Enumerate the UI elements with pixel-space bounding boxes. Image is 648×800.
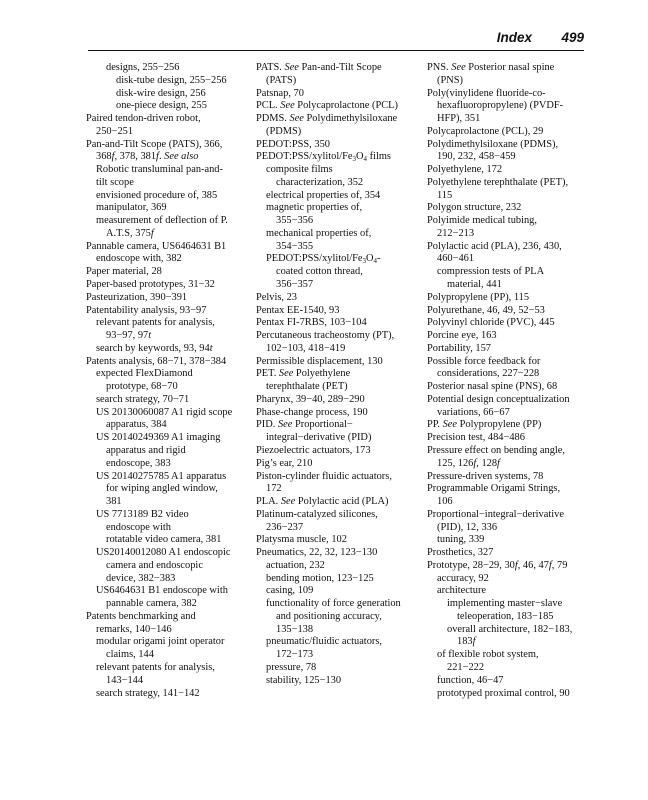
index-entry: electrical properties of, 354: [266, 189, 381, 201]
index-entry: prototype, 68−70: [106, 381, 178, 393]
index-entry: expected FlexDiamond: [96, 368, 193, 380]
header-title: Index: [496, 30, 532, 45]
index-entry: (PNS): [437, 74, 463, 86]
index-entry: relevant patents for analysis,: [96, 661, 215, 673]
index-entry: 354−355: [276, 240, 314, 252]
index-entry: Polyethylene, 172: [427, 164, 503, 176]
index-entry: US 7713189 B2 video: [96, 508, 189, 520]
index-entry: HFP), 351: [437, 113, 481, 125]
index-entry: pneumatic/fluidic actuators,: [266, 636, 382, 648]
index-entry: Piezoelectric actuators, 173: [256, 444, 371, 456]
index-entry: 135−138: [276, 623, 314, 635]
index-entry: endoscope with, 382: [96, 253, 182, 265]
index-entry: mechanical properties of,: [266, 227, 372, 239]
index-entry: 460−461: [437, 253, 475, 265]
index-column-3: [427, 62, 585, 700]
index-entry: 236−237: [266, 521, 304, 533]
index-entry: endoscope with: [106, 521, 171, 533]
index-entry: bending motion, 123−125: [266, 572, 374, 584]
index-entry: characterization, 352: [276, 176, 364, 188]
running-header: [88, 30, 584, 52]
index-entry: Programmable Origami Strings,: [427, 483, 561, 495]
index-entry: Pneumatics, 22, 32, 123−130: [256, 547, 378, 559]
index-entry: Pentax EE-1540, 93: [256, 304, 340, 316]
index-entry: Permissible displacement, 130: [256, 355, 383, 367]
index-entry: PEDOT:PSS, 350: [256, 138, 330, 150]
index-entry: 172−173: [276, 649, 314, 661]
index-entry: PET. See Polyethylene: [256, 368, 351, 380]
index-entry: $PEDOT:PSS/xylitol/Fe_3O_4-$: [266, 253, 381, 266]
index-entry: Polyethylene terephthalate (PET),: [427, 176, 569, 188]
index-entry: apparatus, 384: [106, 419, 167, 431]
index-entry: Pannable camera, US6464631 B1: [86, 240, 227, 252]
index-entry: Piston-cylinder fluidic actuators,: [256, 470, 392, 482]
index-entry: (PID), 12, 336: [437, 521, 498, 533]
index-entry: 355−356: [276, 215, 314, 227]
index-entry: camera and endoscopic: [106, 559, 203, 571]
index-entry: Polypropylene (PP), 115: [427, 291, 530, 303]
index-entry: Patents analysis, 68−71, 378−384: [86, 355, 227, 367]
index-entry: Pharynx, 39−40, 289−290: [256, 393, 365, 405]
index-entry: relevant patents for analysis,: [96, 317, 215, 329]
index-entry: designs, 255−256: [106, 62, 180, 73]
index-entry: US20140012080 A1 endoscopic: [96, 547, 231, 559]
index-entry: Pan-and-Tilt Scope (PATS), 366,: [86, 138, 223, 150]
index-entry: 250−251: [96, 125, 134, 137]
index-entry: A.T.S, 375f: [106, 227, 154, 239]
index-entry: Patentability analysis, 93−97: [86, 304, 207, 316]
index-entry: considerations, 227−228: [437, 368, 540, 380]
index-entry: Patents benchmarking and: [86, 610, 196, 622]
index-entry: Prosthetics, 327: [427, 547, 494, 559]
index-entry: remarks, 140−146: [96, 623, 172, 635]
index-entry: manipulator, 369: [96, 202, 167, 214]
header-rule: [88, 50, 584, 51]
index-column-2: [256, 62, 418, 688]
index-entry: variations, 66−67: [437, 406, 510, 418]
index-entry: 125, 126f, 128f: [437, 457, 500, 469]
index-entry: Phase-change process, 190: [256, 406, 368, 418]
index-entry: Percutaneous tracheostomy (PT),: [256, 330, 395, 342]
index-entry: pressure, 78: [266, 661, 317, 673]
index-entry: for wiping angled window,: [106, 483, 218, 495]
index-entry: Pressure effect on bending angle,: [427, 444, 566, 456]
index-entry: Prototype, 28−29, 30f, 46, 47f, 79: [427, 559, 568, 571]
index-entry: tilt scope: [96, 176, 134, 188]
index-entry: disk-tube design, 255−256: [116, 74, 227, 86]
index-entry: search strategy, 70−71: [96, 393, 190, 405]
index-entry: of flexible robot system,: [437, 649, 539, 661]
index-entry: composite films: [266, 164, 333, 176]
index-entry: Potential design conceptualization: [427, 393, 570, 405]
index-entry: and positioning accuracy,: [276, 610, 382, 622]
index-entry: actuation, 232: [266, 559, 325, 571]
index-entry: casing, 109: [266, 585, 314, 597]
index-entry: Proportional−integral−derivative: [427, 508, 564, 520]
index-entry: US 20130060087 A1 rigid scope: [96, 406, 233, 418]
index-entry: 183f: [457, 636, 476, 648]
index-entry: Porcine eye, 163: [427, 330, 497, 342]
index-entry: Portability, 157: [427, 342, 491, 354]
index-entry: apparatus and rigid: [106, 444, 186, 456]
index-entry: Polycaprolactone (PCL), 29: [427, 125, 544, 137]
index-entry: material, 441: [447, 279, 502, 291]
index-entry: envisioned procedure of, 385: [96, 189, 218, 201]
index-entry: 115: [437, 189, 453, 201]
index-entry: functionality of force generation: [266, 598, 401, 610]
index-entry: Platysma muscle, 102: [256, 534, 347, 546]
index-entry: pannable camera, 382: [106, 598, 197, 610]
index-entry: 143−144: [106, 674, 144, 686]
index-entry: device, 382−383: [106, 572, 176, 584]
index-entry: Paired tendon-driven robot,: [86, 113, 201, 125]
index-entry: $PEDOT:PSS/xylitol/Fe_3O_4$ films: [256, 151, 391, 164]
index-entry: 381: [106, 496, 122, 508]
index-column-1: [86, 62, 246, 700]
index-entry: architecture: [437, 585, 487, 597]
index-entry: claims, 144: [106, 649, 154, 661]
index-entry: accuracy, 92: [437, 572, 489, 584]
index-entry: hexafluoropropylene) (PVDF-: [437, 100, 564, 112]
index-entry: Polyurethane, 46, 49, 52−53: [427, 304, 545, 316]
index-entry: (PATS): [266, 74, 297, 86]
index-entry: Possible force feedback for: [427, 355, 541, 367]
index-entry: Polylactic acid (PLA), 236, 430,: [427, 240, 562, 252]
index-entry: tuning, 339: [437, 534, 485, 546]
index-entry: Pressure-driven systems, 78: [427, 470, 544, 482]
index-entry: disk-wire design, 256: [116, 87, 206, 99]
index-entry: 212−213: [437, 227, 475, 239]
index-entry: Pasteurization, 390−391: [86, 291, 188, 303]
index-entry: 221−222: [447, 661, 485, 673]
index-entry: Posterior nasal spine (PNS), 68: [427, 381, 558, 393]
index-entry: 172: [266, 483, 282, 495]
index-entry: PDMS. See Polydimethylsiloxane: [256, 113, 398, 125]
index-entry: Polyvinyl chloride (PVC), 445: [427, 317, 555, 329]
index-entry: US6464631 B1 endoscope with: [96, 585, 228, 597]
index-entry: Paper-based prototypes, 31−32: [86, 279, 215, 291]
index-entry: modular origami joint operator: [96, 636, 225, 648]
index-entry: PP. See Polypropylene (PP): [427, 419, 542, 431]
index-entry: Precision test, 484−486: [427, 432, 525, 444]
index-entry: (PDMS): [266, 125, 302, 137]
index-entry: coated cotton thread,: [276, 266, 363, 278]
index-entry: PID. See Proportional−: [256, 419, 353, 431]
index-entry: stability, 125−130: [266, 674, 342, 686]
index-entry: rotatable video camera, 381: [106, 534, 222, 546]
index-entry: PCL. See Polycaprolactone (PCL): [256, 100, 398, 112]
index-entry: prototyped proximal control, 90: [437, 687, 570, 699]
index-entry: Poly(vinylidene fluoride-co-: [427, 87, 546, 99]
index-entry: US 20140249369 A1 imaging: [96, 432, 221, 444]
index-entry: compression tests of PLA: [437, 266, 545, 278]
index-entry: 368f, 378, 381f. See also: [96, 151, 199, 163]
index-entry: Pelvis, 23: [256, 291, 297, 303]
index-entry: function, 46−47: [437, 674, 504, 686]
index-entry: search by keywords, 93, 94t: [96, 342, 213, 354]
index-entry: Robotic transluminal pan-and-: [96, 164, 223, 176]
index-entry: Patsnap, 70: [256, 87, 304, 99]
index-entry: PLA. See Polylactic acid (PLA): [256, 496, 389, 508]
index-entry: one-piece design, 255: [116, 100, 207, 112]
index-entry: integral−derivative (PID): [266, 432, 372, 444]
index-entry: Paper material, 28: [86, 266, 162, 278]
index-entry: Polyimide medical tubing,: [427, 215, 537, 227]
index-entry: PNS. See Posterior nasal spine: [427, 62, 555, 73]
index-entry: teleoperation, 183−185: [457, 610, 554, 622]
index-entry: endoscope, 383: [106, 457, 171, 469]
index-entry: US 20140275785 A1 apparatus: [96, 470, 227, 482]
index-entry: PATS. See Pan-and-Tilt Scope: [256, 62, 382, 73]
index-entry: Platinum-catalyzed silicones,: [256, 508, 378, 520]
index-entry: search strategy, 141−142: [96, 687, 200, 699]
index-entry: 356−357: [276, 279, 314, 291]
index-entry: measurement of deflection of P.: [96, 215, 228, 227]
page-number: 499: [561, 30, 584, 45]
index-entry: terephthalate (PET): [266, 381, 348, 393]
index-entry: magnetic properties of,: [266, 202, 363, 214]
index-entry: 190, 232, 458−459: [437, 151, 516, 163]
index-entry: 93−97, 97t: [106, 330, 152, 342]
index-entry: Pentax FI-7RBS, 103−104: [256, 317, 367, 329]
index-entry: 102−103, 418−419: [266, 342, 346, 354]
index-entry: Pig’s ear, 210: [256, 457, 313, 469]
index-entry: overall architecture, 182−183,: [447, 623, 573, 635]
index-entry: 106: [437, 496, 453, 508]
index-entry: Polydimethylsiloxane (PDMS),: [427, 138, 559, 150]
index-entry: implementing master−slave: [447, 598, 563, 610]
index-entry: Polygon structure, 232: [427, 202, 522, 214]
